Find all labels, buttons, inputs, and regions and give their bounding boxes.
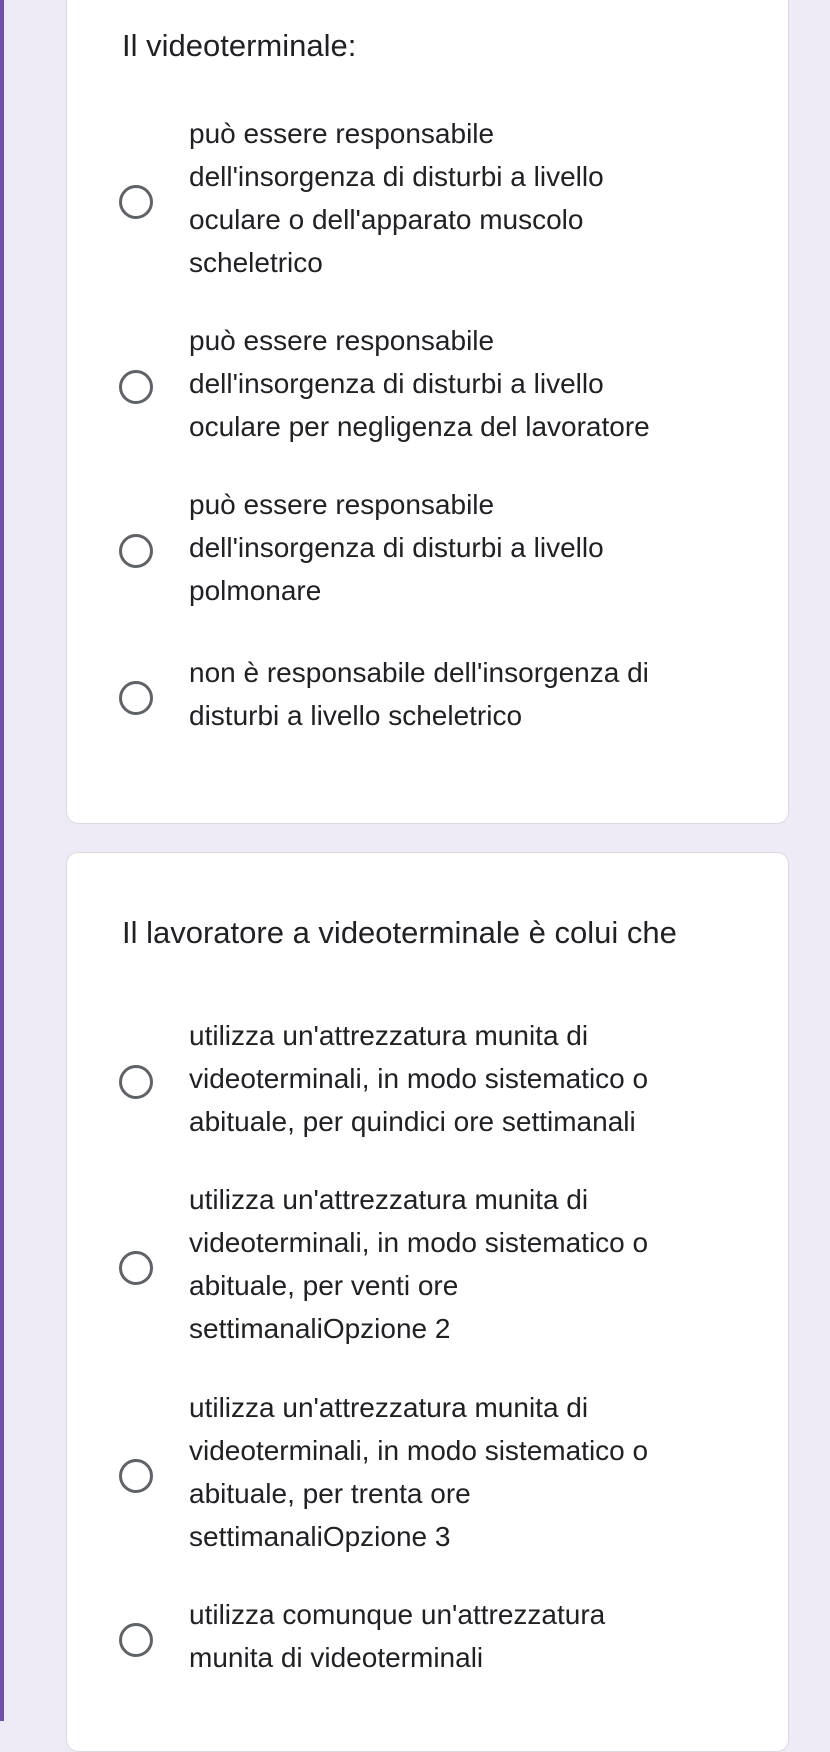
radio-unchecked-icon[interactable] [119,1459,153,1493]
radio-unchecked-icon[interactable] [119,1065,153,1099]
radio-unchecked-icon[interactable] [119,681,153,715]
option-label: utilizza un'attrezzatura munita di videoterminali, in modo sistematico o abituale, per venti ore settimanaliOpzione 2 [189,1184,649,1344]
option-label: utilizza un'attrezzatura munita di videoterminali, in modo sistematico o abituale, per quindici ore settimanali [189,1020,649,1137]
question-card [66,0,789,824]
radio-option[interactable] [67,651,790,741]
radio-option[interactable] [67,112,790,288]
radio-option[interactable] [67,483,790,615]
option-label: può essere responsabile dell'insorgenza di disturbi a livello oculare o dell'apparato muscolo scheletrico [189,118,604,278]
radio-option[interactable] [67,319,790,451]
radio-unchecked-icon[interactable] [119,534,153,568]
option-label: utilizza comunque un'attrezzatura munita di videoterminali [189,1599,606,1673]
radio-option[interactable] [67,1178,790,1354]
question-card [66,852,789,1752]
radio-unchecked-icon[interactable] [119,1623,153,1657]
option-label: può essere responsabile dell'insorgenza di disturbi a livello polmonare [189,489,604,606]
question-title: Il videoterminale: [122,28,357,63]
option-label: può essere responsabile dell'insorgenza di disturbi a livello oculare per negligenza del lavoratore [189,325,650,442]
radio-unchecked-icon[interactable] [119,185,153,219]
option-label: non è responsabile dell'insorgenza di disturbi a livello scheletrico [189,657,649,731]
question-title: Il lavoratore a videoterminale è colui che [122,915,677,950]
radio-option[interactable] [67,1386,790,1562]
accent-edge [0,0,4,1721]
radio-option[interactable] [67,1014,790,1146]
radio-unchecked-icon[interactable] [119,370,153,404]
radio-option[interactable] [67,1593,790,1683]
radio-unchecked-icon[interactable] [119,1251,153,1285]
option-label: utilizza un'attrezzatura munita di videoterminali, in modo sistematico o abituale, per trenta ore settimanaliOpzione 3 [189,1392,649,1552]
